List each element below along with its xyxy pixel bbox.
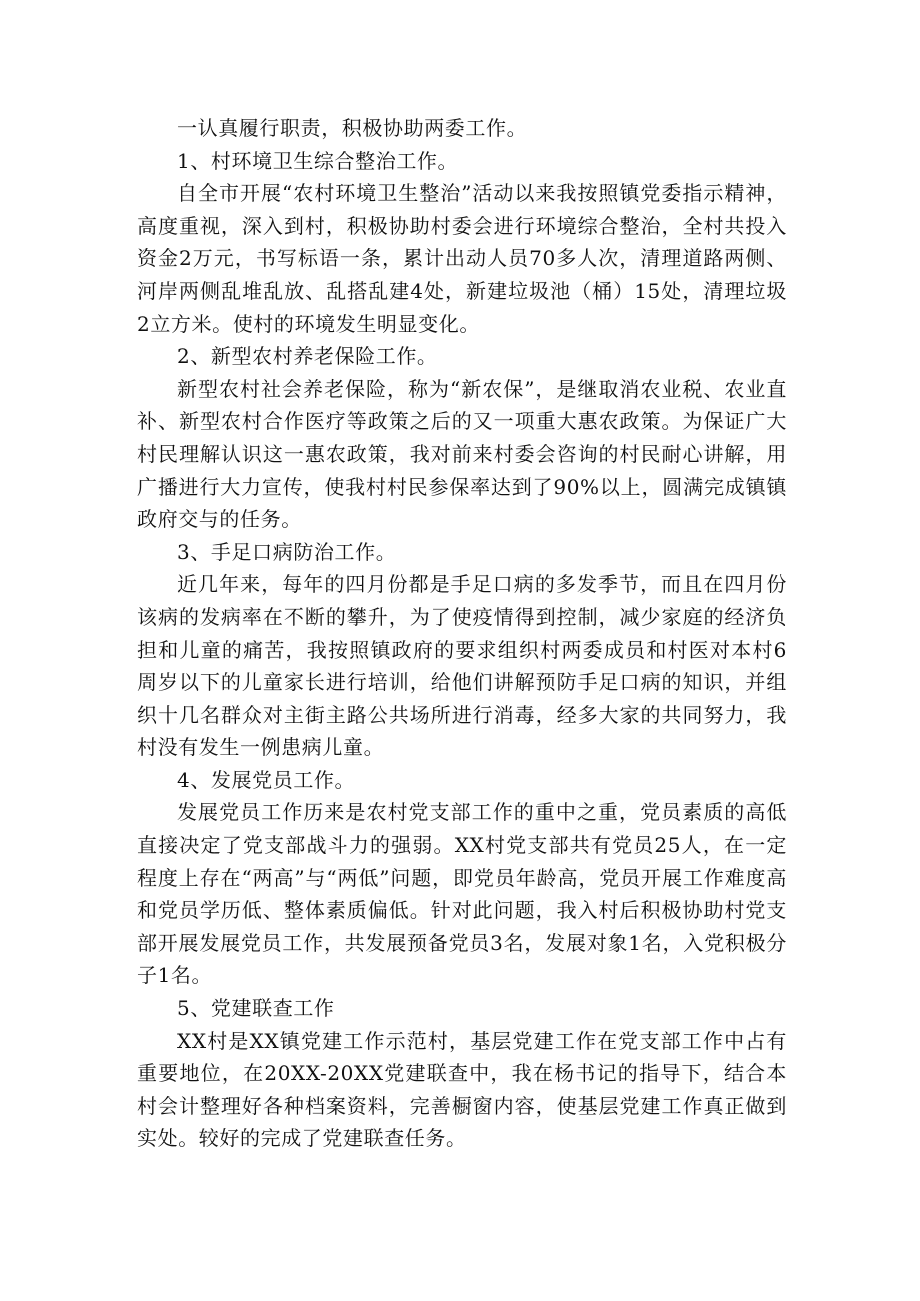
subsection-heading-hfmd: 3、手足口病防治工作。 <box>177 539 397 564</box>
paragraph-hfmd: 近几年来，每年的四月份都是手足口病的多发季节，而且在四月份该病的发病率在不断的攀升，为了使疫情得到控制，减少家庭的经济负担和儿童的痛苦，我按照镇政府的要求组织村两委成员和村医对本村6周岁以下的儿童家长进行培训，给他们讲解预防手足口病的知识，并组织十几名群众对主街主路公共场所进行消毒，经多大家的共同努力，我村没有发生一例患病儿童。 <box>137 572 787 760</box>
paragraph-pension: 新型农村社会养老保险，称为“新农保”，是继取消农业税、农业直补、新型农村合作医疗等政策之后的又一项重大惠农政策。为保证广大村民理解认识这一惠农政策，我对前来村委会咨询的村民耐心讲解，用广播进行大力宣传，使我村村民参保率达到了90%以上，圆满完成镇镇政府交与的任务。 <box>137 376 787 532</box>
subsection-heading-environment: 1、村环境卫生综合整治工作。 <box>177 148 459 173</box>
paragraph-party-members: 发展党员工作历来是农村党支部工作的重中之重，党员素质的高低直接决定了党支部战斗力的强弱。XX村党支部共有党员25人，在一定程度上存在“两高”与“两低”问题，即党员年龄高，党员开展工作难度高和党员学历低、整体素质偏低。针对此问题，我入村后积极协助村党支部开展发展党员工作，共发展预备党员3名，发展对象1名，入党积极分子1名。 <box>137 800 787 988</box>
paragraph-party-inspection: XX村是XX镇党建工作示范村，基层党建工作在党支部工作中占有重要地位，在20XX-20XX党建联查中，我在杨书记的指导下，结合本村会计整理好各种档案资料，完善橱窗内容，使基层党建工作真正做到实处。较好的完成了党建联查任务。 <box>137 1028 787 1151</box>
subsection-heading-party-members: 4、发展党员工作。 <box>177 767 356 792</box>
paragraph-environment: 自全市开展“农村环境卫生整治”活动以来我按照镇党委指示精神，高度重视，深入到村，积极协助村委会进行环境综合整治，全村共投入资金2万元，书写标语一条，累计出动人员70多人次，清理道路两侧、河岸两侧乱堆乱放、乱搭乱建4处，新建垃圾池（桶）15处，清理垃圾2立方米。使村的环境发生明显变化。 <box>137 181 787 336</box>
document-body <box>137 112 787 1155</box>
section-heading: 一认真履行职责，积极协助两委工作。 <box>177 116 528 140</box>
subsection-heading-pension: 2、新型农村养老保险工作。 <box>177 344 438 369</box>
subsection-heading-party-inspection: 5、党建联查工作 <box>177 996 335 1021</box>
